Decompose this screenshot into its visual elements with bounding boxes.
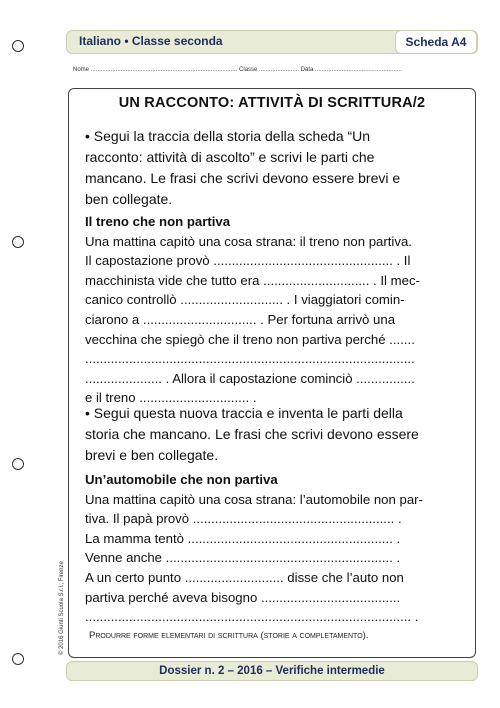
story-line: macchinista vide che tutto era ............................. . Il mec- — [85, 272, 420, 288]
punch-hole-1 — [12, 40, 24, 52]
sheet-label: Scheda A4 — [395, 30, 477, 54]
objective-note: Produrre forme elementari di scrittura (storie a completamento). — [89, 630, 369, 641]
header-bar — [66, 30, 478, 54]
instruction-1 — [85, 126, 463, 210]
story-line: partiva perché aveva bisogno ...................................... — [85, 589, 401, 605]
punch-hole-4 — [12, 653, 24, 665]
worksheet-panel — [68, 88, 476, 658]
story-line: ..................... . Allora il capostazione cominciò ................ — [85, 370, 415, 386]
story-line: A un certo punto ........................... disse che l’auto non — [85, 569, 404, 585]
story-line: canico controllò ............................ . I viaggiatori comin- — [85, 292, 405, 308]
story-line: La mamma tentò ........................................................ . — [85, 530, 401, 546]
student-fields: Nome ........................................................................................ Classe ........................ Data .................................................... — [73, 67, 402, 73]
subject-label: Italiano • Classe seconda — [79, 34, 223, 48]
story-line: Una mattina capitò una cosa strana: l’automobile non par- — [85, 491, 423, 507]
punch-hole-2 — [12, 236, 24, 248]
instruction-line: brevi e ben collegate. — [85, 447, 219, 463]
story-line: .......................................................................................... — [85, 351, 415, 367]
instruction-line: storia che mancano. Le frasi che scrivi devono essere — [85, 426, 419, 442]
instruction-2 — [85, 403, 463, 466]
story-line: ......................................................................................... . — [85, 609, 419, 625]
instruction-line: • Segui questa nuova traccia e inventa le parti della — [85, 405, 403, 421]
instruction-line: mancano. Le frasi che scrivi devono essere brevi e — [85, 170, 401, 186]
story-2 — [85, 470, 463, 627]
instruction-line: racconto: attività di ascolto” e scrivi le parti che — [85, 149, 375, 165]
punch-hole-3 — [12, 458, 24, 470]
story-line: vecchina che spiegò che il treno non partiva perché ....... — [85, 331, 415, 347]
story-line: ciarono a ............................... . Per fortuna arrivò una — [85, 311, 396, 327]
story-line: Una mattina capitò una cosa strana: il treno non partiva. — [85, 233, 412, 249]
story-line: Venne anche .............................................................. . — [85, 550, 401, 566]
page-title: UN RACCONTO: ATTIVITÀ DI SCRITTURA/2 — [118, 95, 426, 111]
story-line: Il capostazione provò ................................................. . Il — [85, 253, 411, 269]
story-line: e il treno .............................. . — [85, 390, 257, 406]
story-subtitle: Il treno che non partiva — [85, 214, 231, 229]
copyright-text: © 2016 Giunti Scuola S.r.l., Firenze — [59, 561, 65, 655]
instruction-line: ben collegate. — [85, 191, 173, 207]
story-1 — [85, 212, 463, 408]
story-subtitle: Un’automobile che non partiva — [85, 472, 278, 487]
instruction-line: • Segui la traccia della storia della scheda “Un — [85, 128, 371, 144]
footer-bar: Dossier n. 2 – 2016 – Verifiche intermedie — [66, 661, 478, 681]
story-line: tiva. Il papà provò ....................................................... . — [85, 511, 402, 527]
